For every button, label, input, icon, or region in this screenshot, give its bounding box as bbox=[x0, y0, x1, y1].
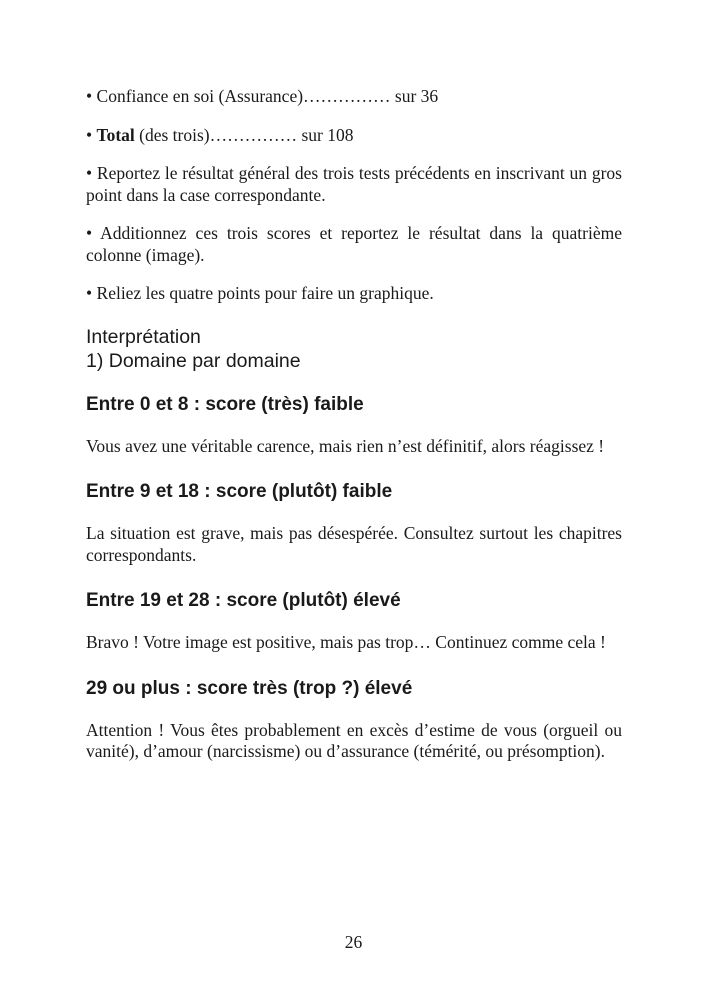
page-number: 26 bbox=[344, 932, 363, 952]
section-heading-very-high: 29 ou plus : score très (trop ?) élevé bbox=[86, 677, 413, 699]
bullet-marker: • bbox=[86, 163, 97, 183]
bullet-item-report bbox=[86, 163, 622, 206]
section-text-very-high: Attention ! Vous êtes probablement en excès d’estime de vous (orgueil ou vanité), d’amour (narcissisme) ou d’assurance (témérité, ou présomption). bbox=[86, 719, 622, 761]
section-heading-very-low: Entre 0 et 8 : score (très) faible bbox=[86, 393, 364, 415]
section-heading-high: Entre 19 et 28 : score (plutôt) élevé bbox=[86, 590, 401, 611]
bullet-bold-label: Total bbox=[96, 124, 135, 145]
interpretation-title: Interprétation bbox=[86, 325, 201, 348]
section-text-very-low: Vous avez une véritable carence, mais rien n’est définitif, alors réagissez ! bbox=[86, 435, 605, 456]
bullet-text: Reliez les quatre points pour faire un graphique. bbox=[96, 283, 434, 303]
bullet-marker: • bbox=[86, 86, 97, 106]
section-text-low: La situation est grave, mais pas désespérée. Consultez surtout les chapitres correspondants. bbox=[86, 523, 622, 565]
bullet-text: Reportez le résultat général des trois tests précédents en inscrivant un gros point dans la case correspondante. bbox=[86, 163, 622, 205]
bullet-marker: • bbox=[86, 124, 97, 145]
bullet-marker: • bbox=[86, 283, 97, 303]
bullet-text: Confiance en soi (Assurance)…………… sur 36 bbox=[96, 86, 439, 106]
bullet-item-link bbox=[86, 283, 622, 305]
bullet-marker: • bbox=[86, 223, 101, 243]
section-text-high: Bravo ! Votre image est positive, mais pas trop… Continuez comme cela ! bbox=[86, 632, 606, 652]
section-heading-low: Entre 9 et 18 : score (plutôt) faible bbox=[86, 481, 393, 502]
bullet-item-total bbox=[86, 125, 622, 147]
bullet-text: Additionnez ces trois scores et reportez le résultat dans la quatrième colonne (image). bbox=[86, 223, 622, 265]
bullet-text: (des trois)…………… sur 108 bbox=[134, 124, 354, 145]
interpretation-subtitle: 1) Domaine par domaine bbox=[86, 349, 301, 372]
bullet-item-add bbox=[86, 223, 622, 266]
page-content bbox=[86, 86, 622, 763]
bullet-item-confidence bbox=[86, 86, 622, 108]
